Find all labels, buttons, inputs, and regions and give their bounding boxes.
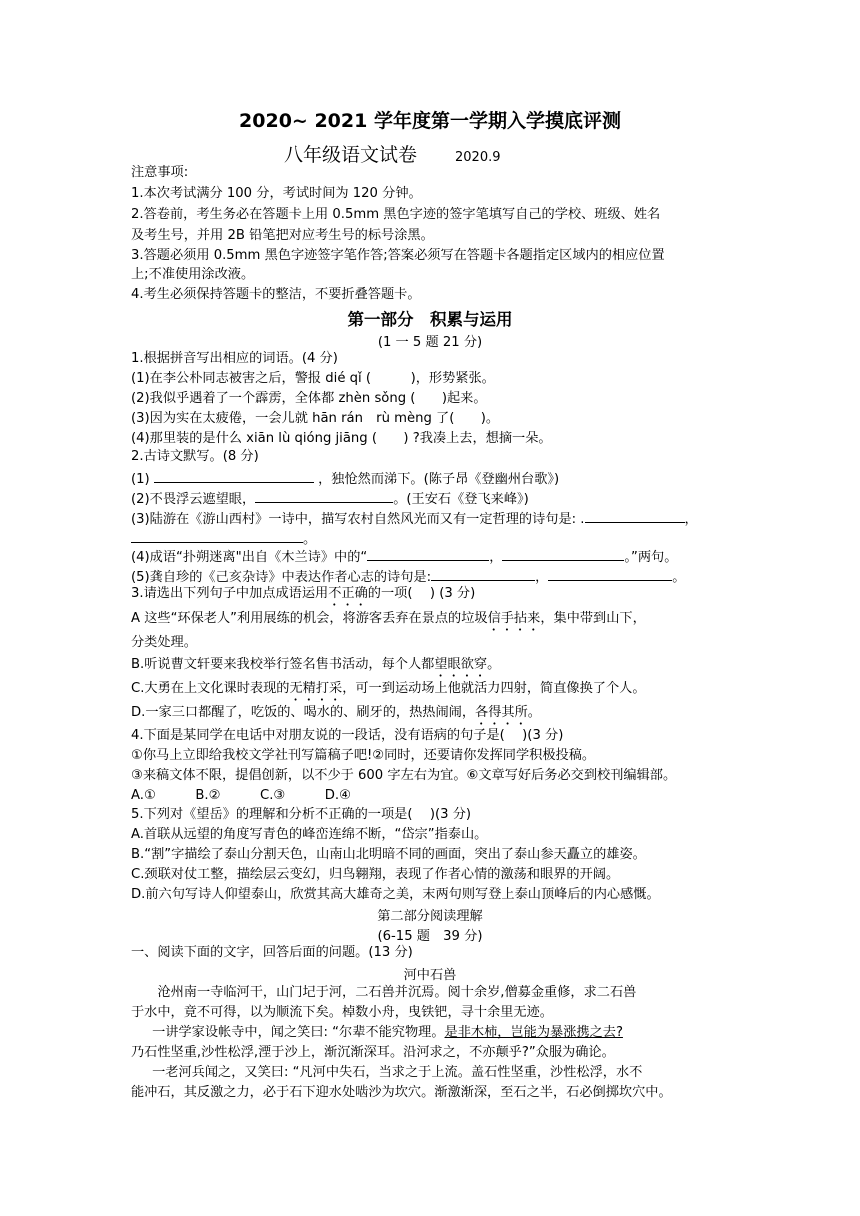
q3-a-pre: A 这些“环保老人”利用展练的机会，将游客丢弃在景点的垃圾: [131, 611, 488, 626]
underlined-sentence: 是非木柿，岂能为暴涨携之去?: [444, 1025, 623, 1040]
q2-item-3: [131, 508, 735, 529]
q3-b-pre: B.听说曹文轩要来我校举行签名售书活动，每个人都: [131, 657, 435, 672]
q5-stem: 5.下列对《望岳》的理解和分析不正确的一项是( )(3 分): [131, 807, 472, 822]
q3-option-d: [131, 704, 735, 728]
q2-item-1: [131, 468, 735, 489]
q2-1-pre: (1): [131, 472, 154, 487]
q1-stem: 1.根据拼音写出相应的词语。(4 分): [131, 351, 338, 366]
answer-blank[interactable]: [548, 566, 672, 581]
q1-item: (2)我似乎遇着了一个霹雳，全体都 zhèn sǒng ( )起来。: [131, 391, 487, 406]
q1-item: (3)因为实在太疲倦，一会儿就 hān rán rù mèng 了( )。: [131, 411, 500, 426]
part1-range: (1 一 5 题 21 分): [377, 335, 483, 350]
passage-line: 沧州南一寺临河干，山门圮于河，二石兽并沉焉。阅十余岁,僧募金重修，求二石兽: [157, 985, 637, 1000]
notice-item: 4.考生必须保持答题卡的整洁，不要折叠答题卡。: [131, 287, 421, 302]
passage-line: 乃石性坚重,沙性松浮,湮于沙上，渐沉渐深耳。沿河求之，不亦颠乎?”众服为确论。: [131, 1045, 615, 1060]
section-1-heading: 一、阅读下面的文字，回答后面的问题。(13 分): [131, 945, 413, 960]
part2-range: (6-15 题 39 分): [377, 929, 483, 944]
q2-item-5: [131, 566, 735, 587]
answer-blank[interactable]: [367, 546, 489, 561]
q5-option-b: B.“割”字描绘了泰山分割天色，山南山北明暗不同的画面，突出了泰山参天矗立的雄姿。: [131, 847, 646, 862]
q2-5-post: 。: [672, 570, 686, 585]
notice-item: 3.答题必须用 0.5mm 黑色字迹签字笔作答;答案必须写在答题卡各题指定区域内的相应位置: [131, 248, 665, 263]
passage-text: 一讲学家设帐寺中，闻之笑曰: “尔辈不能究物理。: [152, 1025, 445, 1040]
q2-stem: 2.古诗文默写。(8 分): [131, 449, 259, 464]
q4-passage: ③来稿文体不限，提倡创新，以不少于 600 字左右为宜。⑥文章写好后务必交到校刊编辑部。: [131, 768, 677, 783]
q2-2-pre: (2)不畏浮云遮望眼，: [131, 492, 256, 507]
part1-title: 第一部分 积累与运用: [347, 310, 513, 329]
q2-4-post: 。”两句。: [624, 550, 678, 565]
q3-option-a: [131, 610, 735, 634]
q3-b-idiom: 望眼欲穿: [434, 657, 488, 672]
q2-item-4: [131, 546, 735, 567]
q3-option-a-cont: 分类处理。: [131, 635, 197, 650]
q3-stem-emphasis: 不正确: [328, 586, 368, 601]
exam-subtitle: [284, 140, 501, 167]
q2-4-mid: ，: [489, 550, 503, 565]
q2-item-2: [131, 488, 735, 509]
q2-4-pre: (4)成语“扑朔迷离"出自《木兰诗》中的“: [131, 550, 368, 565]
notice-item: 1.本次考试满分 100 分，考试时间为 120 分钟。: [131, 186, 422, 201]
q4-passage: ①你马上立即给我校文学社刊写篇稿子吧!②同时，还要请你发挥同学积极投稿。: [131, 748, 596, 763]
q3-d-pre: D.一家三口都醒了，吃饭的、喝水的、刷牙的，热热闹闹，: [131, 705, 476, 720]
q3-stem-pre: 3.请选出下列句子中加点成语运用: [131, 586, 329, 601]
answer-blank[interactable]: [502, 546, 624, 561]
q3-d-idiom: 各得其所: [475, 705, 528, 720]
answer-blank[interactable]: [585, 508, 685, 523]
answer-blank[interactable]: [255, 488, 393, 503]
q1-item: (4)那里装的是什么 xiān lù qióng jiāng ( ) ?我凑上去，想摘一朵。: [131, 431, 552, 446]
q2-3-post: 。: [303, 532, 317, 547]
answer-blank[interactable]: [431, 566, 535, 581]
passage-line: 于水中，竟不可得，以为顺流下矣。棹数小舟，曳铁钯，寻十余里无迹。: [131, 1005, 553, 1020]
q4-stem: 4.下面是某同学在电话中对朋友说的一段话，没有语病的句子是( )(3 分): [131, 728, 564, 743]
q5-option-d: D.前六句写诗人仰望泰山，欣赏其高大雄奇之美，末两句则写登上泰山顶峰后的内心感慨。: [131, 887, 660, 902]
q3-c-pre: C.大勇在上文化课时表现的: [131, 681, 290, 696]
passage-line: 一老河兵闻之，又笑曰: “凡河中失石，当求之于上流。盖石性坚重，沙性松浮，水不: [152, 1065, 643, 1080]
q3-c-post: ，可一到运动场上他就活力四射，简直像换了个人。: [342, 681, 646, 696]
q1-item: (1)在李公朴同志被害之后，警报 dié qǐ ( )，形势紧张。: [131, 371, 495, 386]
q2-3-pre: (3)陆游在《游山西村》一诗中，描写农村自然风光而又有一定哲理的诗句是: .: [131, 512, 585, 527]
q2-3-mid: ，: [684, 512, 698, 527]
notice-item: 上;不准使用涂改液。: [131, 267, 255, 282]
q3-option-b: [131, 656, 735, 680]
q4-options: A.① B.② C.③ D.④: [131, 788, 351, 803]
exam-title: 2020~ 2021 学年度第一学期入学摸底评测: [239, 110, 621, 132]
answer-blank[interactable]: [154, 468, 314, 483]
q3-stem: [131, 585, 735, 609]
passage-line: 能冲石，其反激之力，必于石下迎水处啮沙为坎穴。渐激渐深，至石之半，石必倒掷坎穴中。: [131, 1085, 672, 1100]
notice-heading: 注意事项:: [131, 165, 189, 180]
q2-2-post: 。(王安石《登飞来峰》): [393, 492, 529, 507]
q3-d-post: 。: [527, 705, 541, 720]
exam-date: 2020.9: [455, 150, 501, 165]
q3-c-idiom: 无精打采: [289, 681, 343, 696]
q3-a-idiom: 信手拈来: [487, 611, 541, 626]
notice-item: 2.答卷前，考生务必在答题卡上用 0.5mm 黑色字迹的签字笔填写自己的学校、班级、姓名: [131, 207, 661, 222]
notice-item: 及考生号，并用 2B 铅笔把对应考生号的标号涂黑。: [131, 228, 434, 243]
answer-blank[interactable]: [131, 528, 303, 543]
q5-option-a: A.首联从远望的角度写青色的峰峦连绵不断，“岱宗”指泰山。: [131, 827, 488, 842]
passage-title: 河中石兽: [403, 968, 457, 983]
q5-option-c: C.颈联对仗工整，描绘层云变幻，归鸟翱翔，表现了作者心情的激荡和眼界的开阔。: [131, 867, 620, 882]
passage-line: [131, 1024, 756, 1042]
q3-b-post: 。: [487, 657, 501, 672]
subtitle-text: 八年级语文试卷: [284, 144, 418, 166]
q3-a-post: ，集中带到山下，: [540, 611, 646, 626]
q2-5-pre: (5)龚自珍的《己亥杂诗》中表达作者心志的诗句是:: [131, 570, 432, 585]
q2-1-post: ，独怆然而涕下。(陈子昂《登幽州台歌》): [313, 472, 560, 487]
q3-option-c: [131, 680, 735, 704]
q2-5-mid: ，: [535, 570, 549, 585]
q3-stem-post: 的一项( ) (3 分): [367, 586, 476, 601]
part2-title: 第二部分阅读理解: [377, 909, 483, 924]
